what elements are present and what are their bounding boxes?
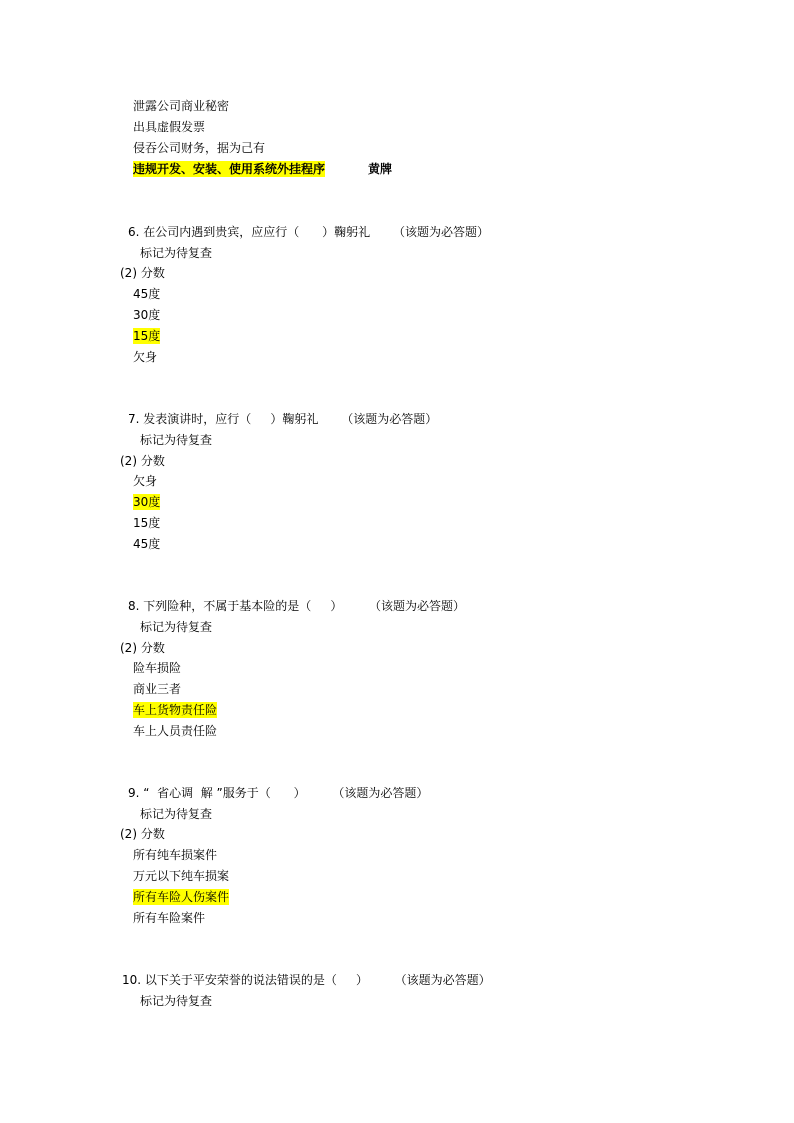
highlighted-option[interactable]: 所有车险人伤案件 — [133, 890, 230, 904]
question-text: 6. 在公司内遇到贵宾，应应行（ ）鞠躬礼 （该题为必答题） — [128, 225, 490, 239]
option-text[interactable]: 45度 — [133, 537, 161, 551]
question-text: 8. 下列险种，不属于基本险的是（ ） （该题为必答题） — [128, 599, 466, 613]
option-text[interactable]: 欠身 — [133, 474, 158, 488]
question-text: 7. 发表演讲时，应行（ ）鞠躬礼 （该题为必答题） — [128, 412, 438, 426]
question-text: 10. 以下关于平安荣誉的说法错误的是（ ） （该题为必答题） — [122, 973, 491, 987]
option-text[interactable]: 欠身 — [133, 350, 158, 364]
option-text[interactable]: 车上人员责任险 — [133, 724, 218, 738]
mark-for-review[interactable]: 标记为待复查 — [140, 246, 213, 260]
mark-for-review[interactable]: 标记为待复查 — [140, 620, 213, 634]
option-text[interactable]: 45度 — [133, 287, 161, 301]
option-text[interactable]: 所有车险案件 — [133, 911, 206, 925]
score-label: (2) 分数 — [120, 266, 165, 280]
option-text[interactable]: 15度 — [133, 516, 161, 530]
option-text[interactable]: 商业三者 — [133, 682, 182, 696]
option-text: 泄露公司商业秘密 — [133, 99, 230, 113]
option-text: 出具虚假发票 — [133, 120, 206, 134]
score-label: (2) 分数 — [120, 827, 165, 841]
mark-for-review[interactable]: 标记为待复查 — [140, 807, 213, 821]
highlighted-option[interactable]: 15度 — [133, 329, 161, 343]
score-label: (2) 分数 — [120, 641, 165, 655]
answer-note: 黄牌 — [368, 162, 393, 176]
highlighted-option[interactable]: 车上货物责任险 — [133, 703, 218, 717]
score-label: (2) 分数 — [120, 454, 165, 468]
mark-for-review[interactable]: 标记为待复查 — [140, 433, 213, 447]
option-text[interactable]: 险车损险 — [133, 661, 182, 675]
highlighted-option: 违规开发、安装、使用系统外挂程序 — [133, 162, 326, 176]
option-text: 侵吞公司财务，据为己有 — [133, 141, 266, 155]
option-text[interactable]: 30度 — [133, 308, 161, 322]
option-text[interactable]: 万元以下纯车损案 — [133, 869, 230, 883]
option-text[interactable]: 所有纯车损案件 — [133, 848, 218, 862]
highlighted-option[interactable]: 30度 — [133, 495, 161, 509]
mark-for-review[interactable]: 标记为待复查 — [140, 994, 213, 1008]
question-text: 9. “ 省心调 解 ”服务于（ ） （该题为必答题） — [128, 786, 429, 800]
